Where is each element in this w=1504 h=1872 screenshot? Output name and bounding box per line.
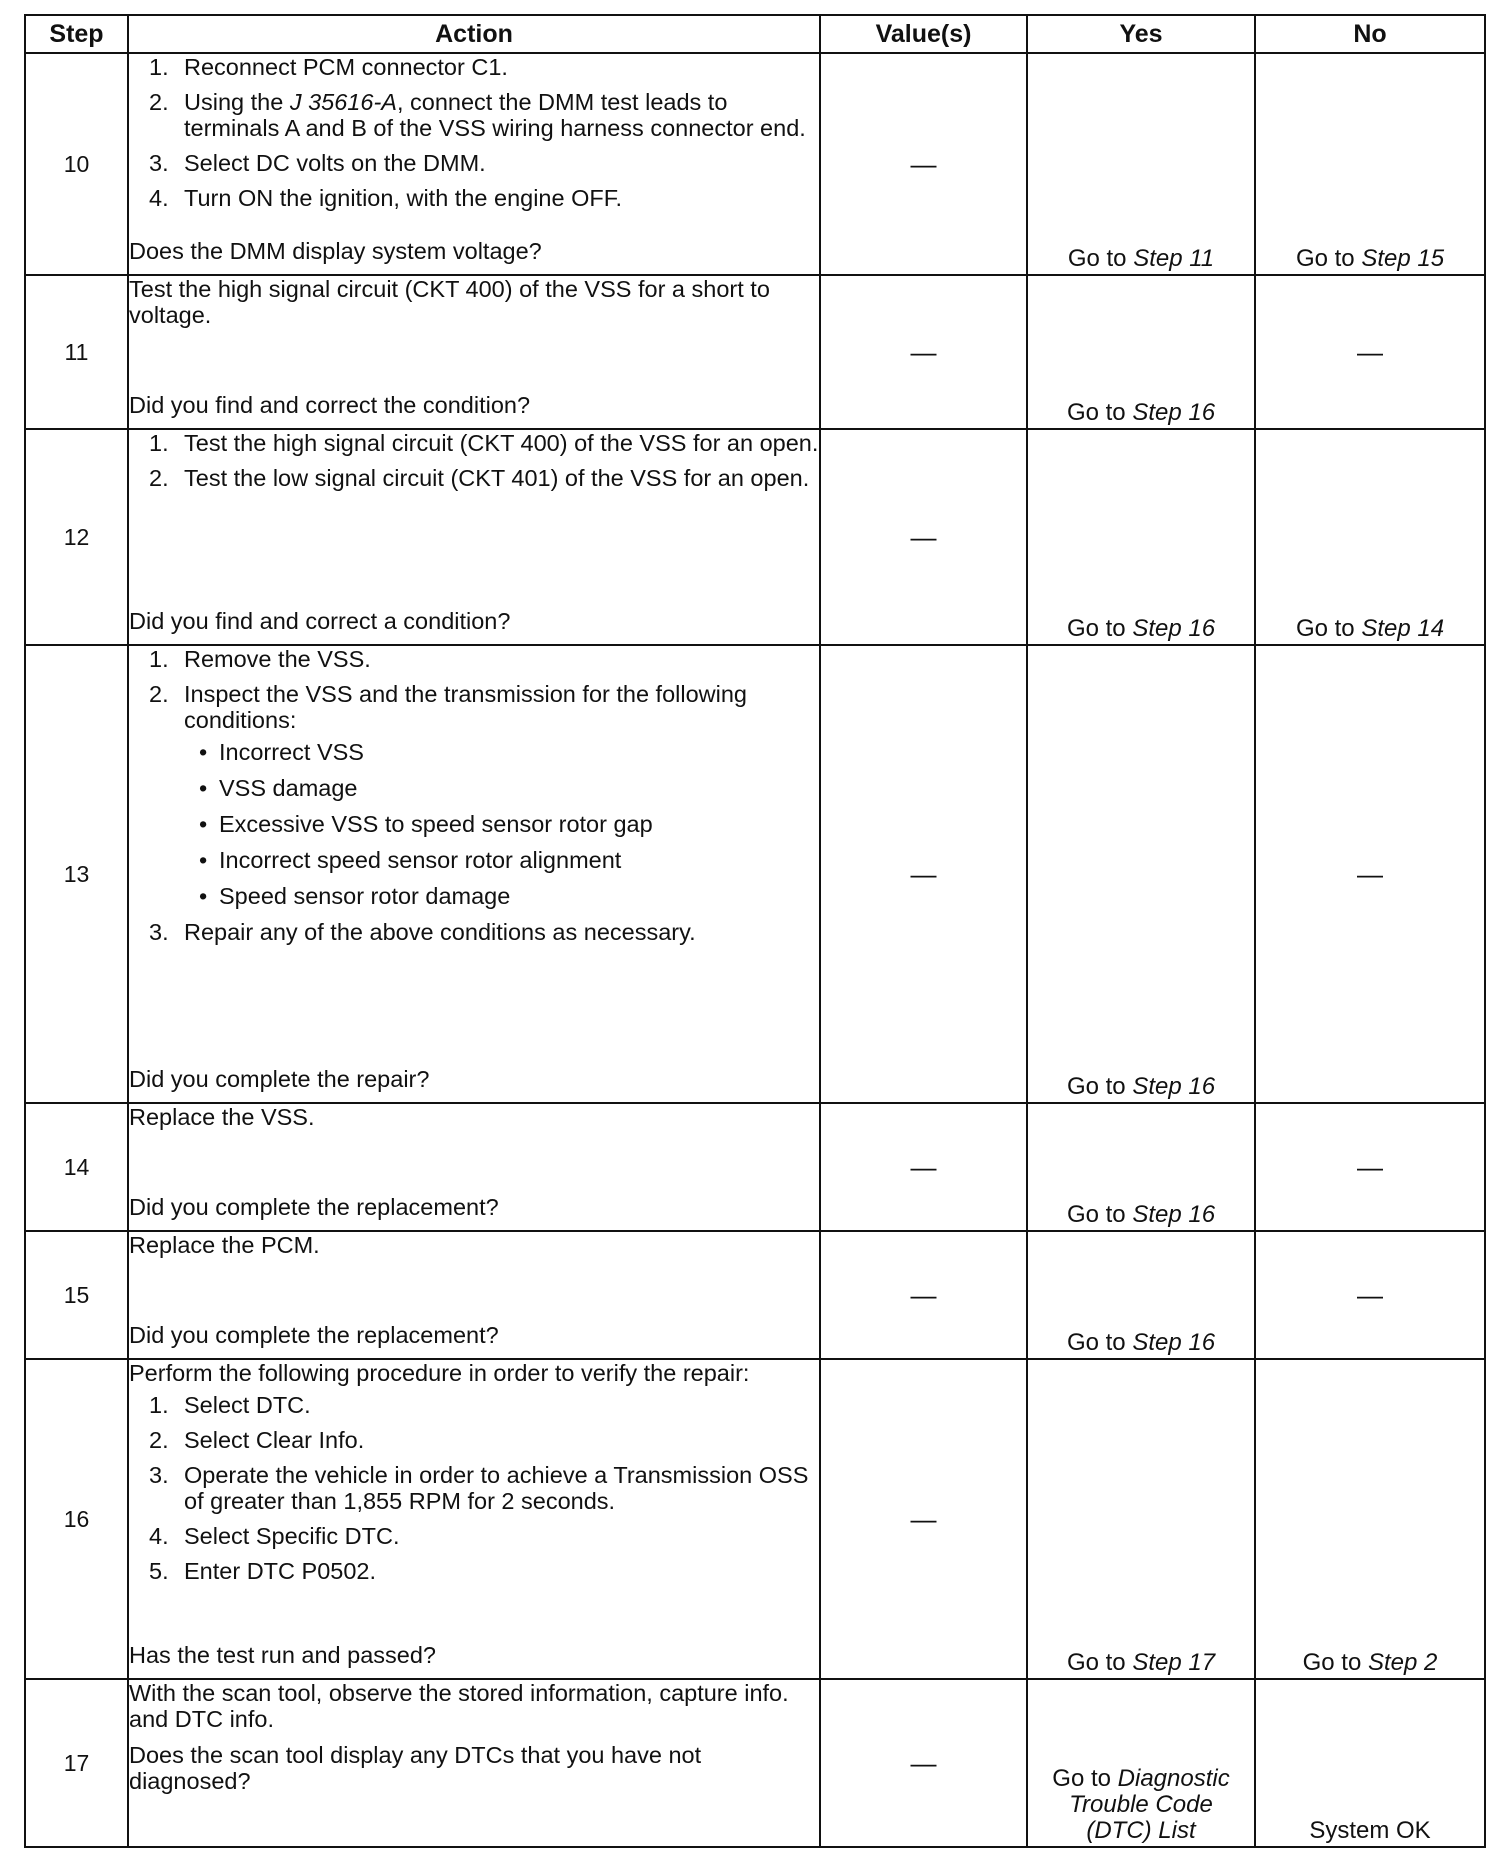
- action-cell: [128, 275, 820, 429]
- yes-result-cell: [1027, 645, 1255, 1103]
- action-intro-text: Perform the following procedure in order to verify the repair:: [129, 1360, 750, 1386]
- table-row: [25, 275, 1485, 429]
- yes-step-link[interactable]: Step 16: [1132, 1329, 1216, 1356]
- table-row: [25, 429, 1485, 645]
- action-steps-list: [129, 54, 819, 220]
- action-steps-list: [129, 1392, 819, 1593]
- header-row: [25, 15, 1485, 53]
- no-result-cell: —: [1255, 1103, 1485, 1231]
- step-item-text: Select Clear Info.: [184, 1427, 365, 1453]
- action-step-item: [129, 1462, 819, 1514]
- value-cell: —: [820, 53, 1027, 275]
- table-row: [25, 1679, 1485, 1847]
- header-step: Step: [25, 15, 128, 53]
- action-steps-list: [129, 646, 819, 954]
- yes-result-cell: [1027, 1359, 1255, 1679]
- value-cell: —: [820, 1679, 1027, 1847]
- header-values: Value(s): [820, 15, 1027, 53]
- action-question: Did you find and correct the condition?: [129, 392, 531, 418]
- action-cell: [128, 645, 820, 1103]
- action-step-item: [129, 465, 819, 491]
- step-item-text: Inspect the VSS and the transmission for the following conditions:: [184, 681, 748, 733]
- step-item-text: Select DC volts on the DMM.: [184, 150, 486, 176]
- step-number-cell: 17: [25, 1679, 128, 1847]
- action-step-item: [129, 54, 819, 80]
- tool-reference: J 35616-A: [289, 89, 397, 115]
- table-row: [25, 53, 1485, 275]
- step-item-number: 5.: [149, 1558, 169, 1584]
- step-item-number: 4.: [149, 1523, 169, 1549]
- step-item-text: Operate the vehicle in order to achieve a Transmission OSS of greater than 1,855 RPM for 2 seconds.: [184, 1462, 809, 1514]
- action-question: Did you find and correct a condition?: [129, 608, 511, 634]
- action-content: [129, 646, 819, 1092]
- condition-bullet-item: • Excessive VSS to speed sensor rotor gap: [184, 811, 819, 837]
- no-result-cell: [1255, 1679, 1485, 1847]
- action-cell: [128, 1231, 820, 1359]
- yes-result-text: Go to Step 16: [1066, 1201, 1216, 1228]
- step-number-cell: 10: [25, 53, 128, 275]
- step-item-number: 2.: [149, 681, 169, 707]
- action-cell: [128, 1103, 820, 1231]
- step-item-text: Repair any of the above conditions as necessary.: [184, 919, 696, 945]
- action-steps-list: [129, 430, 819, 500]
- action-step-item: [129, 430, 819, 456]
- action-step-item: [129, 919, 819, 945]
- action-question: Has the test run and passed?: [129, 1642, 437, 1668]
- action-content: [129, 1680, 819, 1836]
- action-step-item: [129, 150, 819, 176]
- step-number-cell: 12: [25, 429, 128, 645]
- yes-result-text: Go to Step 16: [1066, 1329, 1216, 1356]
- step-item-number: 1.: [149, 54, 169, 80]
- step-item-number: 4.: [149, 185, 169, 211]
- action-step-item: [129, 1523, 819, 1549]
- no-result-cell: [1255, 429, 1485, 645]
- yes-result-text: Go to Step 16: [1066, 615, 1216, 642]
- action-step-item: [129, 185, 819, 211]
- no-result-cell: —: [1255, 645, 1485, 1103]
- yes-result-cell: [1027, 429, 1255, 645]
- step-item-number: 3.: [149, 919, 169, 945]
- no-step-link[interactable]: Step 2: [1367, 1649, 1438, 1676]
- yes-step-link[interactable]: Diagnostic Trouble Code (DTC) List: [1069, 1765, 1230, 1844]
- action-question: Did you complete the replacement?: [129, 1322, 499, 1348]
- no-result-cell: [1255, 53, 1485, 275]
- action-intro-text: Replace the VSS.: [129, 1104, 315, 1130]
- action-question: Did you complete the repair?: [129, 1066, 430, 1092]
- condition-bullet-item: • VSS damage: [184, 775, 819, 801]
- no-result-cell: —: [1255, 275, 1485, 429]
- action-cell: [128, 53, 820, 275]
- value-cell: —: [820, 1359, 1027, 1679]
- yes-step-link[interactable]: Step 16: [1132, 399, 1216, 426]
- no-result-text: Go to Step 15: [1295, 245, 1445, 272]
- value-cell: —: [820, 1231, 1027, 1359]
- value-cell: —: [820, 1103, 1027, 1231]
- step-number-cell: 11: [25, 275, 128, 429]
- table-row: [25, 1359, 1485, 1679]
- step-item-number: 2.: [149, 1427, 169, 1453]
- yes-result-cell: [1027, 53, 1255, 275]
- action-content: [129, 1360, 819, 1668]
- action-question: Did you complete the replacement?: [129, 1194, 499, 1220]
- step-item-number: 2.: [149, 89, 169, 115]
- yes-result-cell: [1027, 1679, 1255, 1847]
- no-step-link[interactable]: Step 15: [1361, 245, 1445, 272]
- header-yes: Yes: [1027, 15, 1255, 53]
- yes-result-cell: [1027, 275, 1255, 429]
- action-content: [129, 430, 819, 634]
- table-body: [25, 53, 1485, 1847]
- step-item-number: 2.: [149, 465, 169, 491]
- step-item-number: 1.: [149, 430, 169, 456]
- no-result-cell: —: [1255, 1231, 1485, 1359]
- step-number-cell: 13: [25, 645, 128, 1103]
- step-number-cell: 14: [25, 1103, 128, 1231]
- step-item-text: Reconnect PCM connector C1.: [184, 54, 508, 80]
- action-step-item: [129, 681, 819, 909]
- step-item-text: Select DTC.: [184, 1392, 311, 1418]
- action-intro-text: Replace the PCM.: [129, 1232, 320, 1258]
- step-item-text: Remove the VSS.: [184, 646, 371, 672]
- table-row: [25, 1231, 1485, 1359]
- action-question: Does the scan tool display any DTCs that you have not diagnosed?: [129, 1742, 702, 1794]
- action-step-item: [129, 89, 819, 141]
- value-cell: —: [820, 645, 1027, 1103]
- diagnostic-table: [24, 14, 1486, 1848]
- action-question: Does the DMM display system voltage?: [129, 238, 542, 264]
- step-number-cell: 15: [25, 1231, 128, 1359]
- action-cell: [128, 1679, 820, 1847]
- step-item-number: 3.: [149, 150, 169, 176]
- condition-bullet-item: • Incorrect VSS: [184, 739, 819, 765]
- yes-step-link[interactable]: Step 17: [1132, 1649, 1216, 1676]
- action-content: [129, 1232, 819, 1348]
- step-item-text: Test the low signal circuit (CKT 401) of the VSS for an open.: [184, 465, 810, 491]
- yes-result-cell: [1027, 1103, 1255, 1231]
- yes-result-text: Go to Step 17: [1066, 1649, 1216, 1676]
- step-item-text: Enter DTC P0502.: [184, 1558, 377, 1584]
- action-step-item: [129, 1427, 819, 1453]
- yes-step-link[interactable]: Step 11: [1133, 245, 1215, 272]
- step-item-text: Select Specific DTC.: [184, 1523, 400, 1549]
- no-result-cell: [1255, 1359, 1485, 1679]
- action-step-item: [129, 1558, 819, 1584]
- action-step-item: [129, 1392, 819, 1418]
- table-row: [25, 1103, 1485, 1231]
- action-content: [129, 54, 819, 264]
- condition-bullet-list: [184, 739, 819, 909]
- step-item-number: 1.: [149, 1392, 169, 1418]
- action-content: [129, 276, 819, 418]
- step-item-text: Test the high signal circuit (CKT 400) of the VSS for an open.: [184, 430, 819, 456]
- yes-result-cell: [1027, 1231, 1255, 1359]
- yes-step-link[interactable]: Step 16: [1132, 1201, 1216, 1228]
- no-result-text: Go to Step 2: [1302, 1649, 1438, 1676]
- yes-result-text: Go to Step 16: [1066, 1073, 1216, 1100]
- yes-step-link[interactable]: Step 16: [1132, 615, 1216, 642]
- action-intro-text: With the scan tool, observe the stored information, capture info. and DTC info.: [129, 1680, 789, 1732]
- no-result-text: Go to Step 14: [1295, 615, 1445, 642]
- yes-step-link[interactable]: Step 16: [1132, 1073, 1216, 1100]
- yes-result-text: Go to Step 11: [1067, 245, 1215, 272]
- value-cell: —: [820, 275, 1027, 429]
- action-cell: [128, 1359, 820, 1679]
- header-no: No: [1255, 15, 1485, 53]
- step-item-number: 3.: [149, 1462, 169, 1488]
- action-intro-text: Test the high signal circuit (CKT 400) of the VSS for a short to voltage.: [129, 276, 770, 328]
- step-item-number: 1.: [149, 646, 169, 672]
- yes-result-text: Go to Step 16: [1066, 399, 1216, 426]
- step-number-cell: 16: [25, 1359, 128, 1679]
- action-step-item: [129, 646, 819, 672]
- action-content: [129, 1104, 819, 1220]
- header-action: Action: [128, 15, 820, 53]
- action-cell: [128, 429, 820, 645]
- condition-bullet-item: • Speed sensor rotor damage: [184, 883, 819, 909]
- step-item-text: Using the J 35616-A, connect the DMM test leads to terminals A and B of the VSS wiring harness connector end.: [184, 89, 806, 141]
- step-item-text: Turn ON the ignition, with the engine OFF.: [184, 185, 623, 211]
- table-row: [25, 645, 1485, 1103]
- yes-result-text: Go to Diagnostic Trouble Code (DTC) List: [1052, 1765, 1230, 1844]
- no-result-text: System OK: [1309, 1817, 1431, 1844]
- no-step-link[interactable]: Step 14: [1361, 615, 1445, 642]
- condition-bullet-item: • Incorrect speed sensor rotor alignment: [184, 847, 819, 873]
- value-cell: —: [820, 429, 1027, 645]
